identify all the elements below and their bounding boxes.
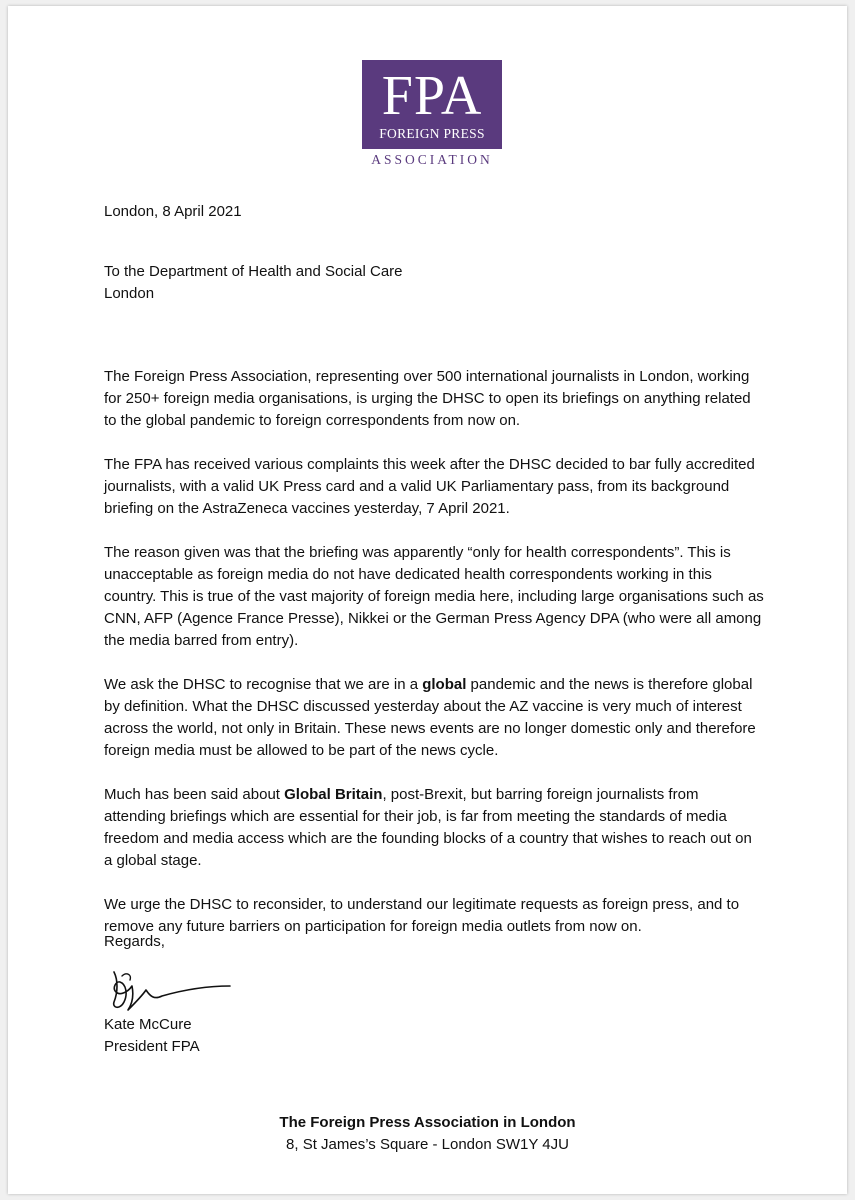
logo-box	[362, 60, 502, 149]
paragraph-2: The FPA has received various complaints this week after the DHSC decided to bar fully accredited journalists, with a valid UK Press card and a valid UK Parliamentary pass, from its background briefing on the AstraZeneca vaccines yesterday, 7 April 2021.	[104, 456, 755, 517]
letter-footer	[8, 1112, 847, 1156]
date-line: London, 8 April 2021	[104, 203, 242, 220]
paragraph-5	[104, 784, 764, 872]
paragraph-4	[104, 674, 764, 762]
paragraph-6: We urge the DHSC to reconsider, to understand our legitimate requests as foreign press, and to remove any future barriers on participation for foreign media outlets from now on.	[104, 896, 740, 935]
paragraph-5-rest: , post-Brexit, but barring foreign journalists from attending briefings which are essential for their job, is far from meeting the standards of media freedom and media access which are the founding blocks of a country that wishes to reach out on a global stage.	[104, 786, 752, 869]
signer-name: Kate McCure	[104, 1016, 192, 1033]
paragraph-1: The Foreign Press Association, representing over 500 international journalists in London, working for 250+ foreign media organisations, is urging the DHSC to open its briefings on anything related to the global pandemic to foreign correspondents from now on.	[104, 368, 751, 429]
paragraph-5-emphasis: Global Britain	[284, 786, 383, 803]
addressee-block	[104, 261, 764, 305]
letter-page	[8, 6, 847, 1194]
signer-block	[104, 1014, 764, 1058]
logo-sub-text: FOREIGN PRESS	[379, 126, 485, 141]
logo-bottom-text: ASSOCIATION	[371, 152, 493, 167]
handwritten-signature	[106, 966, 236, 1016]
addressee-line-2: London	[104, 285, 155, 302]
paragraph-4-lead: We ask the DHSC to recognise that we are in a	[104, 676, 423, 693]
paragraph-4-rest: pandemic and the news is therefore global by definition. What the DHSC discussed yesterday about the AZ vaccine is very much of interest across the world, not only in Britain. These news events are no longer domestic only and therefore foreign media must be allowed to be part of the news cycle.	[104, 676, 756, 759]
paragraph-4-emphasis: global	[422, 676, 467, 693]
fpa-logo	[362, 60, 502, 168]
logo-main-text: FPA	[381, 65, 483, 127]
footer-organisation: The Foreign Press Association in London	[279, 1114, 576, 1131]
paragraph-5-lead: Much has been said about	[104, 786, 285, 803]
letter-body	[104, 366, 764, 938]
paragraph-3: The reason given was that the briefing was apparently “only for health correspondents”. This is unacceptable as foreign media do not have dedicated health correspondents working in this country. This is true of the vast majority of foreign media here, including large organisations such as CNN, AFP (Agence France Presse), Nikkei or the German Press Agency DPA (who were all among the media barred from entry).	[104, 544, 764, 649]
footer-address: 8, St James’s Square - London SW1Y 4JU	[286, 1136, 569, 1153]
signer-title: President FPA	[104, 1038, 200, 1055]
addressee-line-1: To the Department of Health and Social Care	[104, 263, 403, 280]
closing-line: Regards,	[104, 933, 165, 950]
